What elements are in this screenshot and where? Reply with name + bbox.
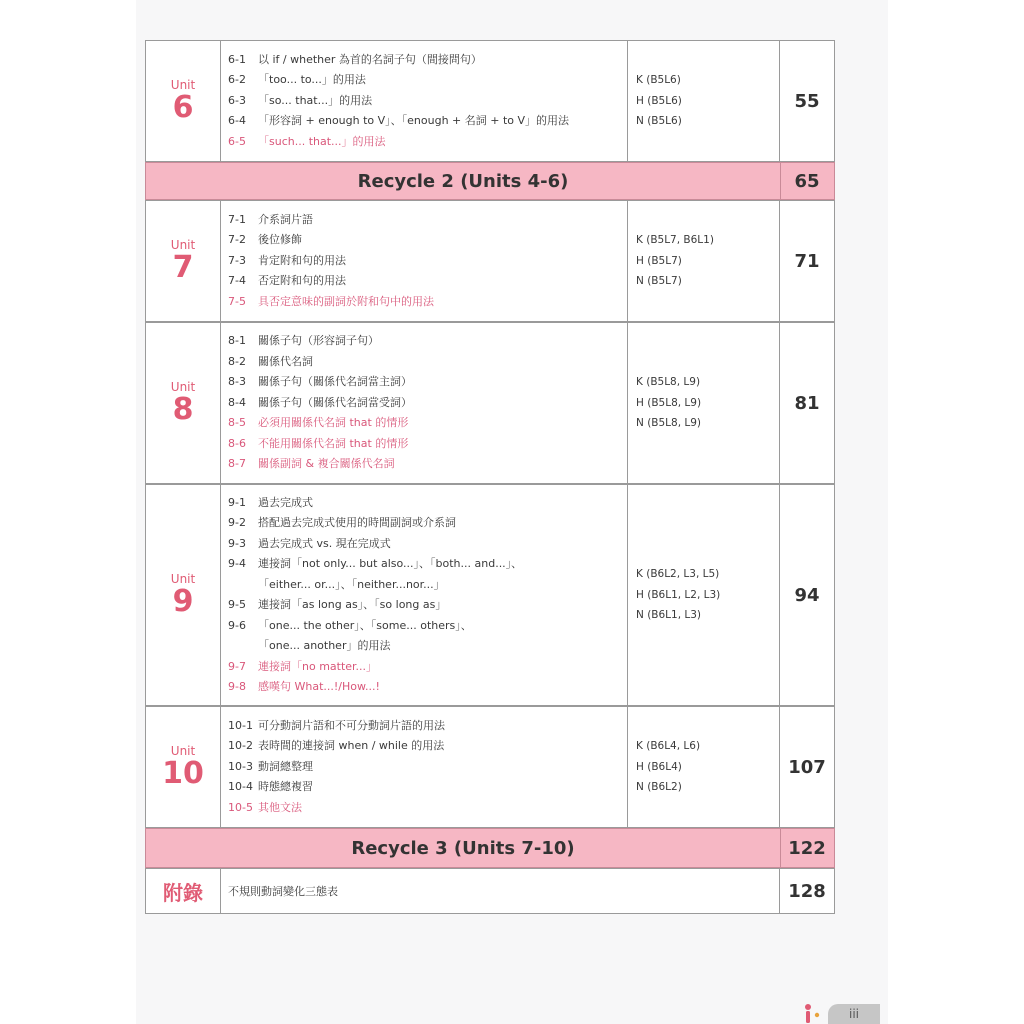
page-number-cell [780, 201, 834, 321]
topic-item: 10-3 動詞總整理 [228, 759, 313, 773]
reference: H (B5L8, L9) [636, 396, 702, 409]
topic-list [220, 201, 628, 321]
recycle-row-3 [145, 828, 835, 868]
topic-item-highlighted: 8-7 關係副詞 & 複合關係代名詞 [228, 457, 395, 471]
recycle-title: Recycle 2 (Units 4-6) [146, 163, 781, 199]
page-number-cell [780, 829, 834, 867]
appendix-row [145, 868, 835, 914]
reference: K (B6L4, L6) [636, 740, 701, 753]
unit-label [146, 707, 221, 827]
reference: N (B5L7) [636, 275, 682, 288]
textbook-references [628, 201, 780, 321]
topic-item-highlighted: 7-5 具否定意味的副詞於附和句中的用法 [228, 294, 434, 308]
topic-item: 7-3 肯定附和句的用法 [228, 253, 346, 267]
reference: H (B6L1, L2, L3) [636, 588, 721, 601]
unit-number: 9 [172, 584, 194, 619]
page-number-cell [780, 707, 834, 827]
topic-item: 9-2 搭配過去完成式使用的時間副詞或介系詞 [228, 516, 456, 529]
reference: N (B6L1, L3) [636, 609, 702, 622]
topic-list [220, 485, 628, 705]
topic-item-highlighted: 10-5 其他文法 [228, 800, 302, 814]
page-number-cell [780, 323, 834, 483]
page-number: 65 [794, 170, 820, 192]
unit-number: 7 [172, 250, 194, 285]
recycle-row-2 [145, 162, 835, 200]
unit-word: Unit [170, 78, 196, 92]
page-number-cell [780, 485, 834, 705]
publisher-logo-icon [800, 1002, 830, 1024]
unit-row-7 [145, 200, 835, 322]
topic-item: 8-2 關係代名詞 [228, 354, 313, 368]
topic-item-highlighted: 8-6 不能用關係代名詞 that 的情形 [228, 436, 409, 450]
reference: K (B5L7, B6L1) [636, 234, 714, 247]
unit-number: 6 [172, 90, 194, 125]
footer-page-tab [828, 1004, 880, 1024]
unit-label [146, 323, 221, 483]
reference: N (B6L2) [636, 781, 682, 794]
topic-item: 8-3 關係子句（關係代名詞當主詞） [228, 375, 412, 389]
topic-item: 6-3 「so... that...」的用法 [228, 93, 373, 107]
topic-list [220, 323, 628, 483]
textbook-references [628, 41, 780, 161]
topic-item-highlighted: 9-7 連接詞「no matter...」 [228, 659, 378, 673]
topic-item: 6-2 「too... to...」的用法 [228, 73, 366, 87]
recycle-title: Recycle 3 (Units 7-10) [146, 829, 781, 867]
reference: K (B5L6) [636, 74, 681, 87]
page-number: 71 [794, 250, 820, 272]
topic-item: 10-1 可分動詞片語和不可分動詞片語的用法 [228, 718, 445, 732]
topic-item: 10-2 表時間的連接詞 when / while 的用法 [228, 739, 445, 753]
unit-word: Unit [170, 572, 196, 586]
topic-item: 8-1 關係子句（形容詞子句） [228, 334, 379, 348]
unit-number: 8 [172, 392, 194, 427]
topic-list [220, 41, 628, 161]
reference: H (B6L4) [636, 760, 682, 773]
page-number-cell [780, 869, 834, 913]
reference: N (B5L8, L9) [636, 417, 702, 430]
topic-item: 9-4 連接詞「not only... but also...」、「both... and...」、 [228, 557, 523, 570]
topic-item-highlighted: 8-5 必須用關係代名詞 that 的情形 [228, 416, 409, 430]
topic-item: 7-1 介系詞片語 [228, 212, 313, 226]
unit-label [146, 201, 221, 321]
topic-item: 7-2 後位修飾 [228, 233, 302, 247]
topic-item-highlighted: 6-5 「such... that...」的用法 [228, 134, 386, 148]
reference: H (B5L6) [636, 94, 682, 107]
page-number: 128 [788, 880, 826, 902]
unit-row-6 [145, 40, 835, 162]
unit-word: Unit [170, 744, 196, 758]
unit-label [146, 41, 221, 161]
topic-item: 9-6 「one... the other」、「some... others」、 [228, 618, 472, 632]
topic-item: 9-5 連接詞「as long as」、「so long as」 [228, 598, 447, 611]
topic-item: 6-4 「形容詞 + enough to V」、「enough + 名詞 + to V」的用法 [228, 114, 570, 128]
topic-item-continuation: 「either... or...」、「neither...nor...」 [258, 577, 445, 591]
textbook-references [628, 707, 780, 827]
reference: K (B6L2, L3, L5) [636, 568, 720, 581]
topic-item: 6-1 以 if / whether 為首的名詞子句（間接問句） [228, 52, 482, 66]
reference: K (B5L8, L9) [636, 376, 701, 389]
textbook-references [628, 485, 780, 705]
topic-item: 7-4 否定附和句的用法 [228, 274, 346, 288]
topic-item: 10-4 時態總複習 [228, 780, 313, 794]
topic-item: 9-1 過去完成式 [228, 495, 313, 509]
topic-item-continuation: 「one... another」的用法 [258, 639, 391, 652]
page-number-cell [780, 163, 834, 199]
reference: H (B5L7) [636, 254, 682, 267]
appendix-label: 附錄 [146, 869, 221, 913]
topic-list [220, 707, 628, 827]
unit-word: Unit [170, 380, 196, 394]
appendix-title: 不規則動詞變化三態表 [220, 869, 780, 913]
topic-item: 9-3 過去完成式 vs. 現在完成式 [228, 536, 391, 550]
unit-row-10 [145, 706, 835, 828]
topic-item: 8-4 關係子句（關係代名詞當受詞） [228, 395, 412, 409]
unit-word: Unit [170, 238, 196, 252]
topic-item-highlighted: 9-8 感嘆句 What...!/How...! [228, 680, 380, 693]
page-number: 107 [788, 756, 826, 778]
reference: N (B5L6) [636, 115, 682, 128]
footer-page-numeral: iii [848, 1007, 859, 1021]
page-number: 122 [788, 837, 826, 859]
page-number: 94 [794, 584, 820, 606]
unit-label [146, 485, 221, 705]
page-number-cell [780, 41, 834, 161]
unit-row-9 [145, 484, 835, 706]
page-number: 55 [794, 90, 820, 112]
unit-row-8 [145, 322, 835, 484]
page-number: 81 [794, 392, 820, 414]
unit-number: 10 [162, 756, 204, 791]
textbook-references [628, 323, 780, 483]
